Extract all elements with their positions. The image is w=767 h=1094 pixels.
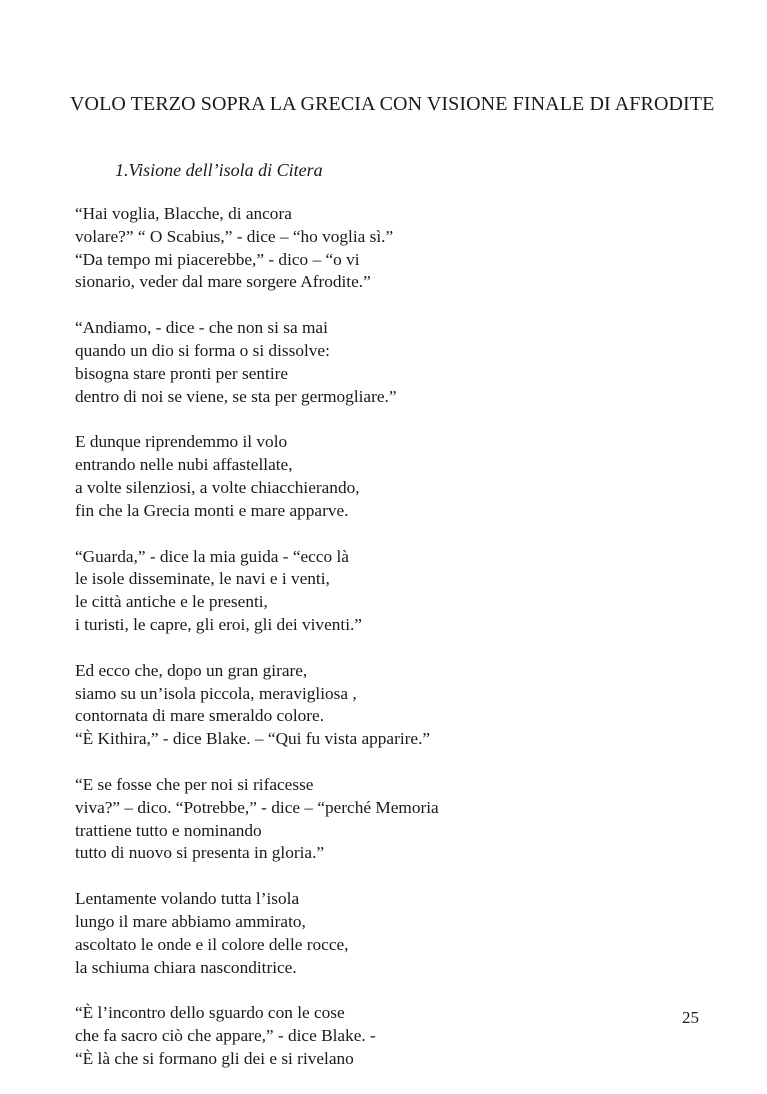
poem-line: i turisti, le capre, gli eroi, gli dei viventi.” xyxy=(75,614,362,634)
poem-line: Lentamente volando tutta l’isola xyxy=(75,889,300,909)
poem-line: bisogna stare pronti per sentire xyxy=(75,363,289,383)
poem-line: che fa sacro ciò che appare,” - dice Blake. - xyxy=(75,1026,376,1046)
poem-line: le isole disseminate, le navi e i venti, xyxy=(75,569,330,589)
poem-line: contornata di mare smeraldo colore. xyxy=(75,706,325,726)
poem-line: E dunque riprendemmo il volo xyxy=(75,432,288,452)
poem-line: le città antiche e le presenti, xyxy=(75,592,268,612)
stanza xyxy=(75,203,675,294)
poem-line: “Andiamo, - dice - che non si sa mai xyxy=(75,318,328,338)
poem-line: sionario, veder dal mare sorgere Afrodite.” xyxy=(75,272,371,292)
poem-body xyxy=(75,203,675,1094)
stanza xyxy=(75,660,675,751)
poem-line: viva?” – dico. “Potrebbe,” - dice – “perché Memoria xyxy=(75,797,439,817)
stanza xyxy=(75,888,675,979)
stanza xyxy=(75,317,675,408)
poem-line: trattiene tutto e nominando xyxy=(75,820,262,840)
poem-line: quando un dio si forma o si dissolve: xyxy=(75,340,330,360)
poem-line: “E se fosse che per noi si rifacesse xyxy=(75,774,314,794)
poem-line: “Guarda,” - dice la mia guida - “ecco là xyxy=(75,546,349,566)
poem-line: Ed ecco che, dopo un gran girare, xyxy=(75,660,308,680)
poem-line: fin che la Grecia monti e mare apparve. xyxy=(75,500,349,520)
poem-line: ascoltato le onde e il colore delle rocce, xyxy=(75,934,349,954)
poem-line: entrando nelle nubi affastellate, xyxy=(75,455,293,475)
page-number: 25 xyxy=(682,1008,699,1027)
stanza xyxy=(75,774,675,865)
poem-line: “È Kithira,” - dice Blake. – “Qui fu vista apparire.” xyxy=(75,729,431,749)
stanza xyxy=(75,1002,675,1070)
poem-line: “È l’incontro dello sguardo con le cose xyxy=(75,1003,345,1023)
chapter-title: VOLO TERZO SOPRA LA GRECIA CON VISIONE FINALE DI AFRODITE xyxy=(70,93,715,115)
section-heading: 1.Visione dell’isola di Citera xyxy=(115,160,323,180)
poem-line: tutto di nuovo si presenta in gloria.” xyxy=(75,843,325,863)
poem-line: “Da tempo mi piacerebbe,” - dico – “o vi xyxy=(75,249,360,269)
poem-line: lungo il mare abbiamo ammirato, xyxy=(75,911,306,931)
poem-line: la schiuma chiara nasconditrice. xyxy=(75,957,297,977)
poem-line: dentro di noi se viene, se sta per germogliare.” xyxy=(75,386,397,406)
poem-line: “Hai voglia, Blacche, di ancora xyxy=(75,204,292,223)
stanza xyxy=(75,431,675,522)
poem-line: “È là che si formano gli dei e si rivelano xyxy=(75,1048,354,1068)
poem-line: a volte silenziosi, a volte chiacchierando, xyxy=(75,477,360,497)
poem-line: volare?” “ O Scabius,” - dice – “ho voglia sì.” xyxy=(75,226,394,246)
poem-line: siamo su un’isola piccola, meravigliosa , xyxy=(75,683,357,703)
stanza xyxy=(75,546,675,637)
